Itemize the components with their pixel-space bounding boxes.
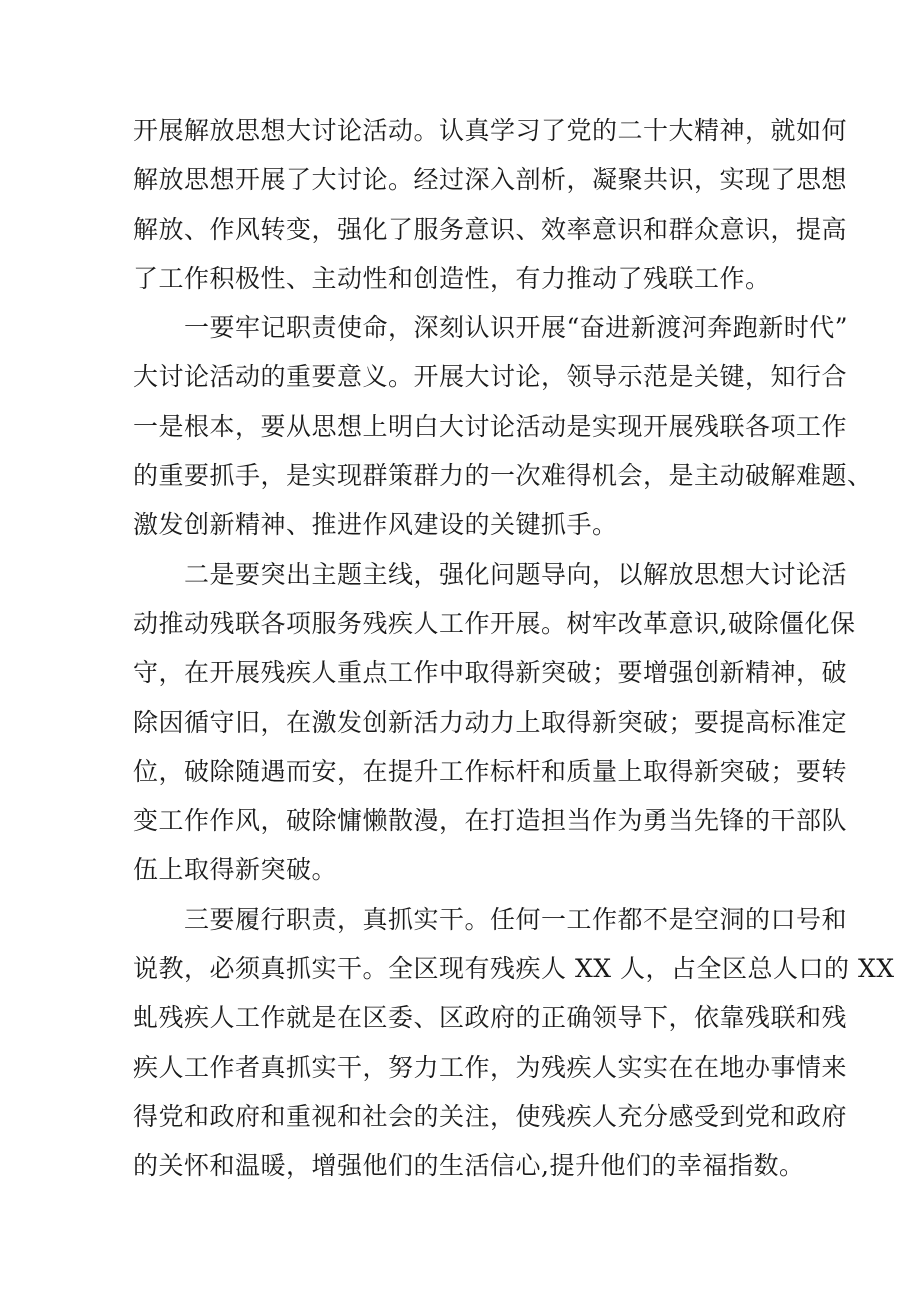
text-line: 伍上取得新突破。 bbox=[133, 855, 338, 885]
text-line: 解放、作风转变，强化了服务意识、效率意识和群众意识，提高 bbox=[133, 214, 848, 244]
paragraph-4 bbox=[133, 895, 895, 1191]
text-line: 解放思想开展了大讨论。经过深入剖析，凝聚共识，实现了思想 bbox=[133, 165, 848, 195]
text-line: 大讨论活动的重要意义。开展大讨论，领导示范是关键，知行合 bbox=[133, 362, 848, 392]
text-line: 二是要突出主题主线，强化问题导向，以解放思想大讨论活 bbox=[184, 559, 848, 589]
document-body bbox=[133, 106, 895, 1191]
text-line: 变工作作风，破除慵懒散漫，在打造担当作为勇当先锋的干部队 bbox=[133, 806, 848, 836]
text-line: 守，在开展残疾人重点工作中取得新突破；要增强创新精神，破 bbox=[133, 658, 848, 688]
text-line: 一是根本，要从思想上明白大讨论活动是实现开展残联各项工作 bbox=[133, 411, 848, 441]
text-line: 的重要抓手，是实现群策群力的一次难得机会，是主动破解难题、 bbox=[133, 461, 873, 491]
paragraph-1 bbox=[133, 106, 848, 303]
text-line: 激发创新精神、推进作风建设的关键抓手。 bbox=[133, 510, 618, 540]
text-line: 虬残疾人工作就是在区委、区政府的正确领导下，依靠残联和残 bbox=[133, 1003, 848, 1033]
text-line: 除因循守旧，在激发创新活力动力上取得新突破；要提高标准定 bbox=[133, 707, 848, 737]
text-line: 开展解放思想大讨论活动。认真学习了党的二十大精神，就如何 bbox=[133, 116, 848, 145]
text-line: 说教，必须真抓实干。全区现有残疾人 XX 人，占全区总人口的 XX bbox=[133, 954, 895, 984]
text-line: 三要履行职责，真抓实干。任何一工作都不是空洞的口号和 bbox=[184, 904, 848, 934]
text-line: 了工作积极性、主动性和创造性，有力推动了残联工作。 bbox=[133, 263, 771, 293]
text-line: 的关怀和温暖，增强他们的生活信心,提升他们的幸福指数。 bbox=[133, 1151, 805, 1181]
text-line: 位，破除随遇而安，在提升工作标杆和质量上取得新突破；要转 bbox=[133, 756, 848, 786]
text-line: 一要牢记职责使命，深刻认识开展“奋进新渡河奔跑新时代” bbox=[184, 313, 849, 343]
text-line: 疾人工作者真抓实干，努力工作，为残疾人实实在在地办事情来 bbox=[133, 1052, 848, 1082]
paragraph-2 bbox=[133, 303, 873, 549]
text-line: 动推动残联各项服务残疾人工作开展。树牢改革意识,破除僵化保 bbox=[133, 608, 856, 638]
paragraph-3 bbox=[133, 550, 856, 895]
text-line: 得党和政府和重视和社会的关注，使残疾人充分感受到党和政府 bbox=[133, 1101, 848, 1131]
